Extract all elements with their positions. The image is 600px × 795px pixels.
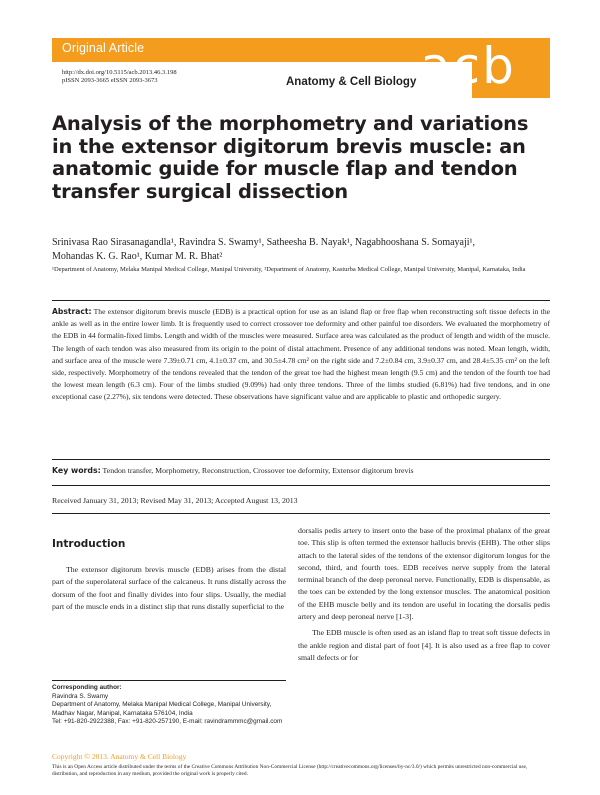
license-text: This is an Open Access article distributed under the terms of the Creative Commons Attribution Non-Commercial License (http://creativecommons.org/licenses/by-nc/3.0/) which permits unrestricted non-commercial use, distribution, and reproduction in any medium, provided the original work is properly cited.: [52, 764, 528, 778]
authors-line-1: Srinivasa Rao Sirasanagandla¹, Ravindra S. Swamy¹, Satheesha B. Nayak¹, Nagabhooshana S. Somayaji¹,: [52, 237, 476, 248]
corr-contact: Tel: +91-820-2922388, Fax: +91-820-257190, E-mail: ravindrammmc@gmail.com: [52, 718, 283, 726]
section-label: Original Article: [62, 41, 145, 55]
header-bottom-rule: [52, 513, 550, 514]
intro-paragraph-1: The extensor digitorum brevis muscle (EDB) arises from the distal part of the superolateral surface of the calcaneus. It runs distally across the dorsum of the foot and finally divides into four slips. Usually, the medial part of the muscle ends in a distinct slip that runs distally superficial to the: [52, 565, 286, 611]
corr-label: Corresponding author:: [52, 684, 122, 691]
corr-name: Ravindra S. Swamy: [52, 692, 109, 700]
correspondence-rule: [52, 680, 286, 681]
corr-address: Department of Anatomy, Melaka Manipal Medical College, Manipal University, Madhav Nagar, Manipal, Karnataka 576104, India: [52, 701, 272, 717]
article-title: Analysis of the morphometry and variations in the extensor digitorum brevis muscle: an anatomic guide for muscle flap and tendon transfer surgical dissection: [52, 112, 529, 203]
right-column: [298, 525, 550, 664]
left-column: [52, 538, 286, 613]
keywords-top-rule: [52, 459, 550, 460]
correspondence: [52, 684, 286, 727]
intro-heading: Introduction: [52, 538, 126, 550]
journal-logo: acb: [420, 37, 516, 95]
affiliations: ¹Department of Anatomy, Melaka Manipal Medical College, Manipal University, ²Department of Anatomy, Kasturba Medical College, Manipal University, Manipal, Karnataka, India: [52, 266, 526, 273]
abstract: [52, 306, 550, 404]
copyright: Copyright © 2013. Anatomy & Cell Biology: [52, 752, 187, 761]
authors: [52, 236, 562, 264]
keywords-text: Tendon transfer, Morphometry, Reconstruction, Crossover toe deformity, Extensor digitorum brevis: [102, 466, 414, 475]
received-dates: Received January 31, 2013; Revised May 31, 2013; Accepted August 13, 2013: [52, 496, 298, 505]
issn-line: pISSN 2093-3665 eISSN 2093-3673: [62, 77, 158, 84]
abstract-text: The extensor digitorum brevis muscle (EDB) is a practical option for use as an island flap or free flap when reconstructing soft tissue defects in the ankle as well as in the entire lower limb. It is frequently used to correct crossover toe deformity and other painful toe disorders. We evaluated the morphometry of the EDB in 44 formalin-fixed limbs. Length and width of the muscles were measured. Surface area was calculated as the product of length and width of the muscle. The length of each tendon was also measured from its origin to the point of distal attachment. Presence of any additional tendons was noted. Mean length, width, and surface area of the muscle were 7.39±0.71 cm, 4.1±0.37 cm, and 30.5±4.78 cm² on the right side and 7.2±0.84 cm, 3.9±0.37 cm, and 28.4±5.35 cm² on the left side, respectively. Morphometry of the tendons revealed that the tendon of the great toe had the highest mean length (9.5 cm) and the tendon of the fourth toe had the lowest mean length (6.3 cm). Four of the limbs studied (9.09%) had only three tendons. Three of the limbs studied (6.81%) had five tendons, and in one exceptional case (2.27%), six tendons were detected. These observations have significant value and are applicable to plastic and orthopedic surgery.: [52, 307, 551, 402]
journal-name: Anatomy & Cell Biology: [286, 76, 417, 88]
abstract-top-rule: [52, 300, 550, 301]
keywords-label: Key words:: [52, 466, 101, 475]
keywords: [52, 465, 550, 476]
doi-block: [62, 69, 177, 85]
abstract-label: Abstract:: [52, 307, 92, 316]
keywords-bottom-rule: [52, 485, 550, 486]
doi-link[interactable]: http://dx.doi.org/10.5115/acb.2013.46.3.198: [62, 69, 177, 76]
intro-paragraph-3: The EDB muscle is often used as an island flap to treat soft tissue defects in the ankle region and distal part of foot [4]. It is also used as a free flap to cover small defects or for: [298, 628, 550, 662]
intro-paragraph-2: dorsalis pedis artery to insert onto the base of the proximal phalanx of the great toe. This slip is often termed the extensor hallucis brevis (EHB). The other slips attach to the lateral sides of the tendons of the extensor digitorum longus for the second, third, and fourth toes. EDB receives nerve supply from the lateral terminal branch of the deep peroneal nerve. Functionally, EDB is dispensable, as the toes can be extended by the long extensor muscles. The anatomical position of the EHB muscle belly and its tendon are useful in locating the dorsalis pedis artery and deep peroneal nerve [1-3].: [298, 526, 550, 622]
authors-line-2: Mohandas K. G. Rao¹, Kumar M. R. Bhat²: [52, 251, 223, 262]
